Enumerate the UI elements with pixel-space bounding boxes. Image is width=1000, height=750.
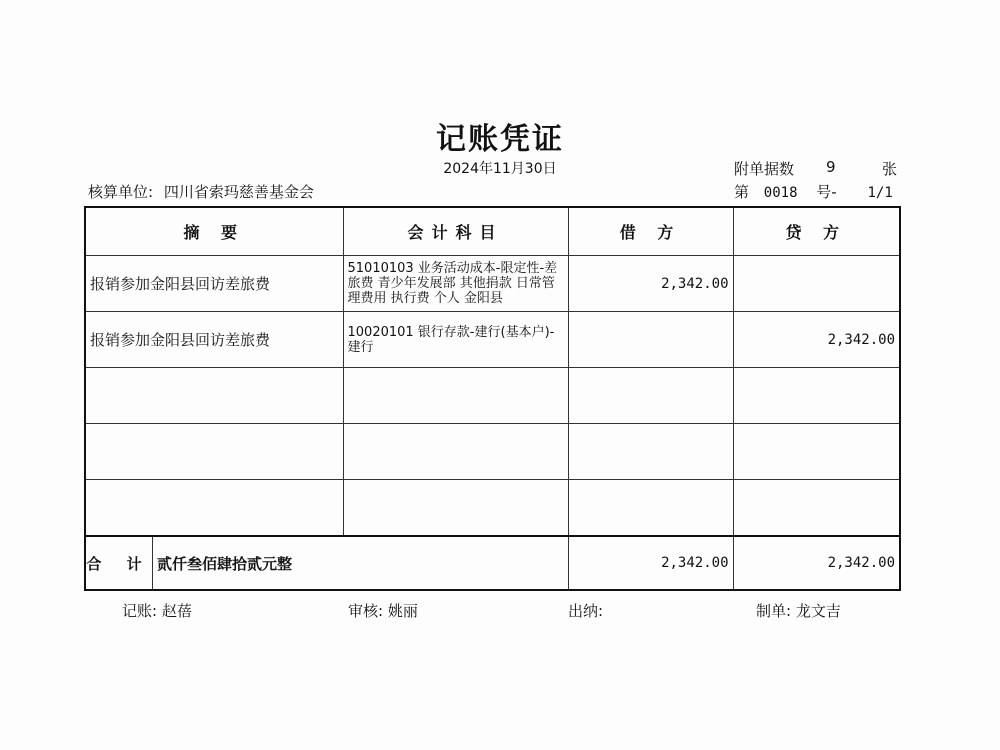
header-account: 会计科目: [343, 207, 568, 256]
total-label: 合 计: [86, 537, 153, 589]
total-credit: 2,342.00: [733, 536, 900, 590]
entry-summary: 报销参加金阳县回访差旅费: [85, 312, 343, 368]
entry-account: 10020101 银行存款-建行(基本户)-建行: [343, 312, 568, 368]
entry-summary: [85, 480, 343, 537]
entry-credit: [733, 424, 900, 480]
entry-debit: [568, 368, 733, 424]
voucher-number-value: 0018: [763, 185, 798, 201]
total-cell: [85, 536, 568, 590]
attachment-count: [734, 158, 898, 179]
voucher-date: 2024年11月30日: [443, 161, 557, 177]
reviewer-signature: 审核: 姚丽: [348, 602, 418, 620]
voucher-number: [734, 181, 893, 202]
cashier-signature: 出纳:: [568, 602, 604, 620]
table-row: [85, 312, 900, 368]
entry-account: [343, 424, 568, 480]
total-row: [85, 536, 900, 590]
table-row: [85, 256, 900, 312]
entry-summary: [85, 424, 343, 480]
entry-summary: [85, 368, 343, 424]
voucher-title: 记账凭证: [436, 122, 564, 157]
entry-account: [343, 480, 568, 537]
entry-debit: [568, 480, 733, 537]
entry-credit: [733, 368, 900, 424]
entry-debit: 2,342.00: [568, 256, 733, 312]
entry-credit: [733, 480, 900, 537]
table-row: [85, 424, 900, 480]
total-amount-in-words: 贰仟叁佰肆拾贰元整: [157, 554, 293, 573]
header-credit: 贷 方: [733, 207, 900, 256]
table-row: [85, 480, 900, 537]
accounting-unit-name: 四川省索玛慈善基金会: [163, 183, 314, 201]
voucher-page-index: 1/1: [867, 185, 893, 201]
voucher-number-prefix: 第: [734, 183, 750, 201]
entry-summary: 报销参加金阳县回访差旅费: [85, 256, 343, 312]
attachment-number: 9: [826, 158, 836, 176]
ledger-table: [84, 206, 901, 591]
accounting-unit-label: 核算单位:: [88, 183, 154, 201]
entry-account: [343, 368, 568, 424]
attachment-label: 附单据数: [734, 160, 795, 178]
entry-account: 51010103 业务活动成本-限定性-差旅费 青少年发展部 其他捐款 日常管理费用 执行费 个人 金阳县: [343, 256, 568, 312]
entry-credit: 2,342.00: [733, 312, 900, 368]
bookkeeper-signature: 记账: 赵蓓: [122, 602, 192, 620]
preparer-signature: 制单: 龙文吉: [756, 602, 841, 620]
ledger-header-row: [85, 207, 900, 256]
header-debit: 借 方: [568, 207, 733, 256]
entry-debit: [568, 312, 733, 368]
table-row: [85, 368, 900, 424]
attachment-unit: 张: [882, 160, 898, 178]
total-debit: 2,342.00: [568, 536, 733, 590]
voucher-number-suffix: 号-: [816, 183, 837, 201]
entry-debit: [568, 424, 733, 480]
accounting-unit: [88, 181, 314, 202]
header-summary: 摘 要: [85, 207, 343, 256]
entry-credit: [733, 256, 900, 312]
